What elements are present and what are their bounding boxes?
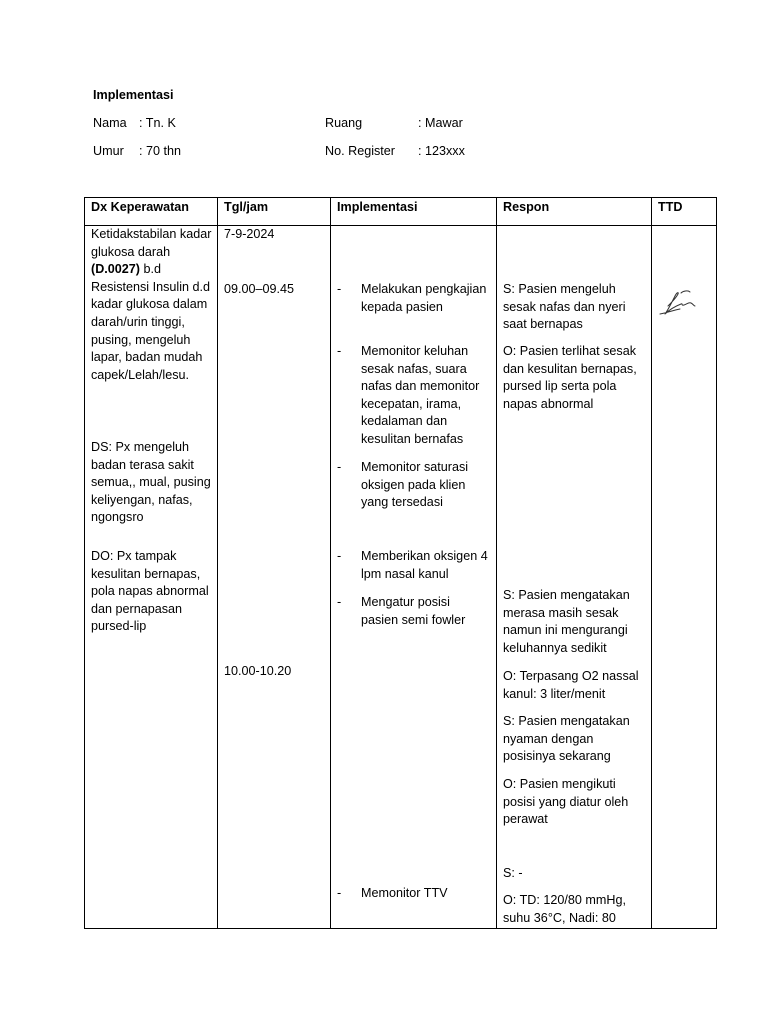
respon-item: S: Pasien mengatakan nyaman dengan posisinya sekarang	[503, 714, 630, 764]
list-item: - Memonitor saturasi oksigen pada klien yang tersedasi	[337, 460, 469, 510]
col-header-dx: Dx Keperawatan	[85, 198, 218, 226]
implementasi-cell	[331, 226, 497, 929]
dx-ds: DS: Px mengeluh badan terasa sakit semua,, mual, pusing keliyengan, nafas, ngongsro	[91, 440, 211, 525]
respon-item: S: -	[503, 866, 523, 880]
signature-image	[654, 284, 716, 320]
respon-item: S: Pasien mengeluh sesak nafas dan nyeri saat bernapas	[503, 282, 626, 332]
tgl-time-2: 10.00-10.20	[224, 664, 292, 678]
dx-code: (D.0027)	[91, 262, 140, 277]
dx-do: DO: Px tampak kesulitan bernapas, pola napas abnormal dan pernapasan pursed-lip	[91, 549, 209, 634]
register-label: No. Register	[325, 144, 395, 158]
respon-item: O: Terpasang O2 nassal kanul: 3 liter/menit	[503, 669, 639, 701]
col-header-implementasi: Implementasi	[331, 198, 497, 226]
list-item: - Melakukan pengkajian kepada pasien	[337, 282, 487, 314]
col-header-tgl: Tgl/jam	[218, 198, 331, 226]
list-item: - Memberikan oksigen 4 lpm nasal kanul	[337, 549, 488, 581]
nama-label: Nama	[93, 116, 127, 130]
umur-value: : 70 thn	[139, 144, 182, 158]
implementation-table	[84, 197, 717, 929]
respon-item: S: Pasien mengatakan merasa masih sesak namun ini mengurangi keluhannya sedikit	[503, 588, 630, 655]
tgl-date: 7-9-2024	[224, 227, 275, 241]
col-header-respon: Respon	[497, 198, 652, 226]
list-item: - Memonitor TTV	[337, 886, 448, 900]
list-item: - Memonitor keluhan sesak nafas, suara nafas dan memonitor kecepatan, irama, kedalaman dan kesulitan bernafas	[337, 344, 480, 446]
respon-item: O: Pasien terlihat sesak dan kesulitan bernapas, pursed lip serta pola napas abnormal	[503, 344, 637, 411]
list-item: - Mengatur posisi pasien semi fowler	[337, 595, 466, 627]
table-header-row	[85, 198, 717, 226]
table-row	[85, 226, 717, 929]
tgl-cell	[218, 226, 331, 929]
ttd-cell	[652, 226, 717, 929]
tgl-time-1: 09.00–09.45	[224, 282, 295, 296]
nama-value: : Tn. K	[139, 116, 176, 130]
dx-diagnosis: Ketidakstabilan kadar glukosa darah (D.0027) b.d Resistensi Insulin d.d kadar glukosa dalam darah/urin tinggi, pusing, mengeluh lapar, badan mudah capek/Lelah/lesu.	[91, 227, 212, 382]
umur-label: Umur	[93, 144, 124, 158]
respon-item: O: TD: 120/80 mmHg, suhu 36°C, Nadi: 80	[503, 893, 626, 925]
dx-cell	[85, 226, 218, 929]
respon-cell	[497, 226, 652, 929]
col-header-ttd: TTD	[652, 198, 717, 226]
ruang-value: : Mawar	[418, 116, 463, 130]
register-value: : 123xxx	[418, 144, 465, 158]
ruang-label: Ruang	[325, 116, 363, 130]
respon-item: O: Pasien mengikuti posisi yang diatur oleh perawat	[503, 777, 629, 827]
document-title: Implementasi	[93, 88, 174, 102]
